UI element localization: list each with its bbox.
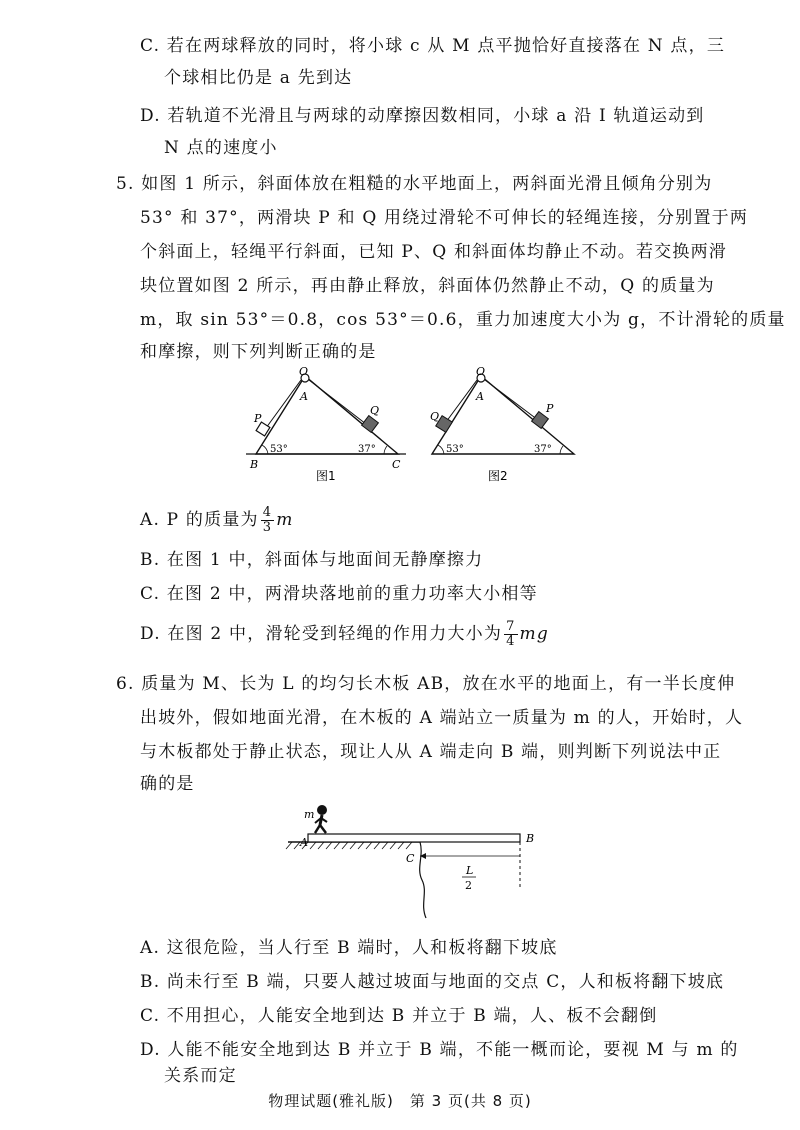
label-half-length-denominator: 2: [465, 879, 472, 892]
label-half-length-numerator: L: [466, 864, 474, 877]
person-icon: [315, 805, 327, 833]
page-footer: 物理试题(雅礼版) 第 3 页(共 8 页): [268, 1092, 532, 1110]
fraction-denominator: 3: [262, 520, 273, 535]
label-b: B: [526, 832, 535, 845]
q5-option-a-fraction: [261, 506, 274, 535]
label-angle-right-fig2: 37°: [534, 444, 552, 455]
label-c-fig1: C: [392, 458, 401, 471]
label-angle-left-fig1: 53°: [270, 444, 288, 455]
q5-option-c: C. 在图 2 中，两滑块落地前的重力功率大小相等: [140, 584, 538, 604]
q5-stem-line2: 53° 和 37°，两滑块 P 和 Q 用绕过滑轮不可伸长的轻绳连接，分别置于两: [140, 208, 749, 228]
q5-stem-line1: 5. 如图 1 所示，斜面体放在粗糙的水平地面上，两斜面光滑且倾角分别为: [116, 174, 713, 194]
q5-option-d-text: D. 在图 2 中，滑轮受到轻绳的作用力大小为: [140, 624, 503, 644]
fraction-denominator: 4: [506, 634, 516, 649]
q5-option-d-unit: mg: [519, 624, 549, 644]
slope-cliff: [420, 842, 426, 918]
q4-option-c-line2: 个球相比仍是 a 先到达: [164, 68, 353, 88]
q5-stem-line3: 个斜面上，轻绳平行斜面，已知 P、Q 和斜面体均静止不动。若交换两滑: [140, 242, 727, 262]
q5-figure-1: [244, 366, 410, 484]
label-p-fig1: P: [254, 412, 262, 425]
label-a-fig1: A: [300, 390, 308, 403]
label-m: m: [304, 808, 315, 821]
label-angle-left-fig2: 53°: [446, 444, 464, 455]
label-q-fig1: Q: [370, 404, 380, 417]
label-c: C: [406, 852, 415, 865]
q6-option-d-line1: D. 人能不能安全地到达 B 并立于 B 端，不能一概而论，要视 M 与 m 的: [140, 1040, 739, 1060]
label-a-fig2: A: [476, 390, 484, 403]
q5-option-a-unit: m: [276, 510, 294, 530]
q5-option-a: [140, 506, 294, 535]
q4-option-d-line1: D. 若轨道不光滑且与两球的动摩擦因数相同，小球 a 沿 Ⅰ 轨道运动到: [140, 106, 705, 126]
incline-block-fig2: [432, 376, 574, 454]
label-p-fig2: P: [546, 402, 554, 415]
q5-option-a-text: A. P 的质量为: [140, 510, 259, 530]
q4-option-d-line2: N 点的速度小: [164, 138, 278, 158]
q4-option-c-line1: C. 若在两球释放的同时，将小球 c 从 M 点平抛恰好直接落在 N 点，三: [140, 36, 726, 56]
q5-stem-line5: m，取 sin 53°＝0.8，cos 53°＝0.6，重力加速度大小为 g，不计滑轮的质量: [140, 310, 786, 330]
label-angle-right-fig1: 37°: [358, 444, 376, 455]
label-o-fig1: O: [299, 366, 309, 378]
q6-option-a: A. 这很危险，当人行至 B 端时，人和板将翻下坡底: [140, 938, 558, 958]
label-b-fig1: B: [250, 458, 259, 471]
q5-stem-line4: 块位置如图 2 所示，再由静止释放，斜面体仍然静止不动，Q 的质量为: [140, 276, 715, 296]
q6-stem-line2: 出坡外，假如地面光滑，在木板的 A 端站立一质量为 m 的人，开始时，人: [140, 708, 744, 728]
q6-figure: [284, 796, 546, 922]
wooden-board: [308, 834, 520, 842]
q6-stem-line3: 与木板都处于静止状态，现让人从 A 端走向 B 端，则判断下列说法中正: [140, 742, 722, 762]
label-q-fig2: Q: [430, 410, 440, 423]
fraction-numerator: 4: [262, 505, 273, 520]
fraction-numerator: 7: [506, 619, 516, 634]
label-a: A: [300, 836, 308, 849]
q5-option-d: [140, 620, 549, 649]
q5-option-d-fraction: [504, 620, 517, 649]
fig2-caption: 图2: [488, 469, 508, 483]
q6-option-b: B. 尚未行至 B 端，只要人越过坡面与地面的交点 C，人和板将翻下坡底: [140, 972, 725, 992]
q5-figure-2: [426, 366, 582, 484]
label-o-fig2: O: [476, 366, 486, 378]
q5-option-b: B. 在图 1 中，斜面体与地面间无静摩擦力: [140, 550, 484, 570]
q6-stem-line4: 确的是: [140, 774, 195, 794]
q5-stem-line6: 和摩擦，则下列判断正确的是: [140, 342, 377, 362]
fig1-caption: 图1: [316, 469, 336, 483]
q6-stem-line1: 6. 质量为 M、长为 L 的均匀长木板 AB，放在水平的地面上，有一半长度伸: [116, 674, 736, 694]
q6-option-d-line2: 关系而定: [164, 1066, 237, 1086]
q6-option-c: C. 不用担心，人能安全地到达 B 并立于 B 端，人、板不会翻倒: [140, 1006, 658, 1026]
